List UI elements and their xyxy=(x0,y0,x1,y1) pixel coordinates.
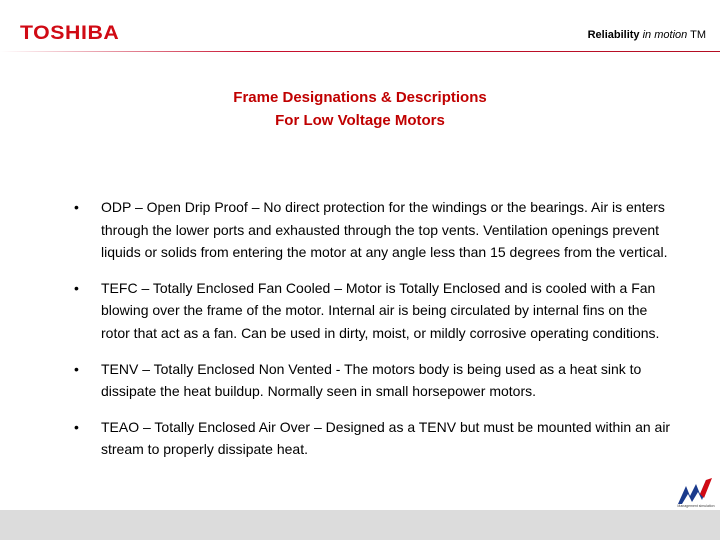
bullet-text: TEFC – Totally Enclosed Fan Cooled – Motor is Totally Enclosed and is cooled with a Fan blowing over the frame of the motor. Internal air is being circulated by internal fins on the rotor that act as a fan. Can be used in dirty, moist, or mildly corrosive operating conditions. xyxy=(101,279,660,341)
bullet-marker: • xyxy=(74,199,79,215)
bullet-text: TENV – Totally Enclosed Non Vented - The motors body is being used as a heat sink to dissipate the heat buildup. Normally seen in small horsepower motors. xyxy=(101,360,642,400)
bullet-odp xyxy=(0,196,671,264)
toshiba-logo: TOSHIBA xyxy=(20,23,120,44)
bullet-tenv xyxy=(0,358,671,403)
tagline-bold: Reliability xyxy=(587,29,640,41)
bullet-marker: • xyxy=(74,279,79,296)
footer-band xyxy=(0,510,720,540)
title-line-1: Frame Designations & Descriptions xyxy=(233,89,487,106)
tagline-trademark: TM xyxy=(690,29,706,41)
frame-designation-list xyxy=(0,196,720,461)
bullet-teao xyxy=(0,416,671,461)
bullet-text: ODP – Open Drip Proof – No direct protection for the windings or the bearings. Air is enters through the lower ports and exhausted through the top vents. Ventilation openings prevent liquids or solids from entering the motor at any angle less than 15 degrees from the vertical. xyxy=(101,199,668,261)
header-divider xyxy=(0,51,720,52)
bullet-tefc xyxy=(0,277,671,345)
tagline-italic: in motion xyxy=(642,29,688,41)
title-line-2: For Low Voltage Motors xyxy=(275,112,445,129)
brand-caption: Management simulation xyxy=(677,504,715,508)
bullet-text: TEAO – Totally Enclosed Air Over – Designed as a TENV but must be mounted within an air stream to properly dissipate heat. xyxy=(101,418,671,458)
bullet-marker: • xyxy=(74,418,79,435)
bullet-marker: • xyxy=(74,360,79,377)
tagline xyxy=(588,29,706,41)
page-title xyxy=(0,86,720,132)
